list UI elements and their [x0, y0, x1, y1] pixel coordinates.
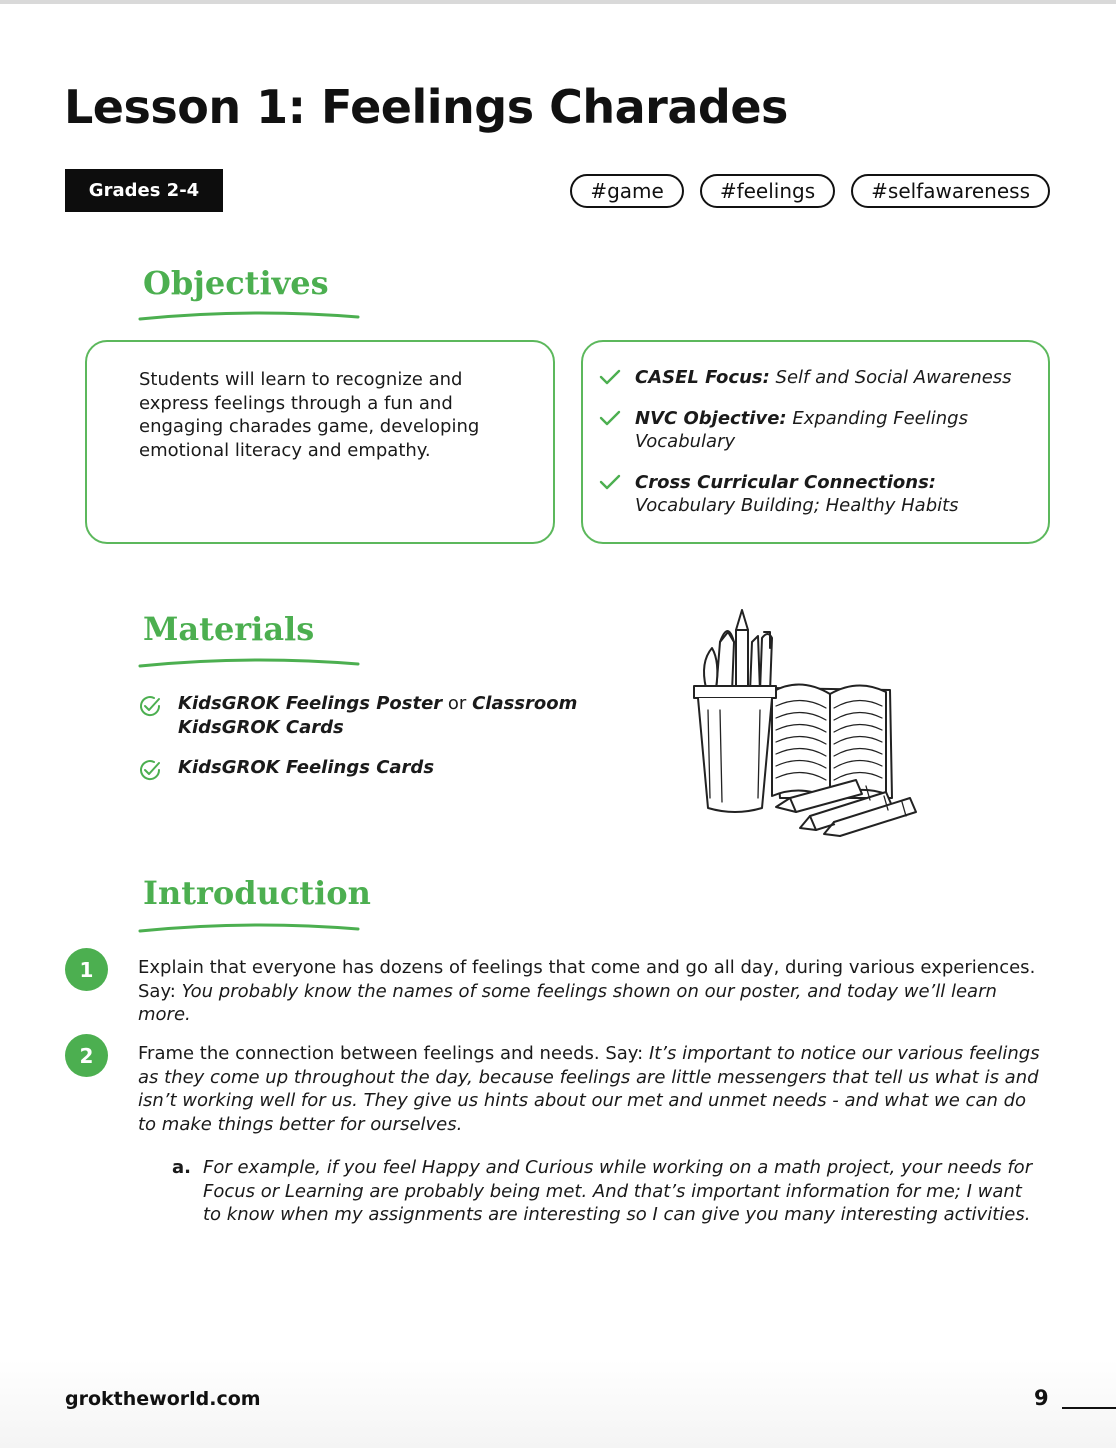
footer-rule — [1062, 1407, 1116, 1409]
focus-item-casel — [599, 366, 1029, 390]
circle-check-icon — [138, 694, 162, 718]
focus-label: NVC Objective: — [635, 407, 787, 429]
checkmark-icon — [599, 409, 621, 427]
objectives-underline — [138, 310, 360, 322]
tag-list — [570, 174, 1050, 208]
materials-item — [138, 756, 578, 780]
objectives-heading: Objectives — [143, 264, 329, 302]
focus-list — [599, 366, 1029, 535]
step-instruction: Explain that everyone has dozens of feelings that come and go all day, during various experiences. Say: — [138, 957, 1036, 1002]
focus-value: Vocabulary Building; Healthy Habits — [635, 495, 959, 516]
introduction-heading: Introduction — [143, 874, 371, 912]
tag-feelings[interactable]: #feelings — [700, 174, 835, 208]
material-or: or — [447, 693, 467, 714]
circle-check-icon — [138, 758, 162, 782]
materials-item — [138, 692, 578, 739]
step-number-badge: 1 — [65, 948, 108, 991]
checkmark-icon — [599, 473, 621, 491]
grade-badge: Grades 2-4 — [65, 169, 223, 212]
step-script: You probably know the names of some feelings shown on our poster, and today we’ll learn more. — [138, 980, 997, 1025]
focus-item-cross-curricular — [599, 471, 1029, 518]
checkmark-icon — [599, 368, 621, 386]
objectives-description: Students will learn to recognize and express feelings through a fun and engaging charades game, developing emotional literacy and empathy. — [139, 369, 480, 461]
step-text — [138, 1042, 1043, 1136]
step-script: It’s important to notice our various feelings as they come up throughout the day, because feelings are little messengers that tell us what is and isn’t working well for us. They give us hints about our met and unmet needs - and what we can do to make things better for ourselves. — [138, 1043, 1040, 1135]
focus-item-nvc — [599, 407, 1029, 454]
tag-selfawareness[interactable]: #selfawareness — [851, 174, 1050, 208]
introduction-underline — [138, 922, 360, 934]
tag-game[interactable]: #game — [570, 174, 684, 208]
step-text — [138, 956, 1043, 1027]
focus-label: Cross Curricular Connections: — [635, 471, 936, 493]
page-title: Lesson 1: Feelings Charades — [64, 80, 788, 134]
sub-step-text: For example, if you feel Happy and Curious while working on a math project, your needs for Focus or Learning are probably being met. And that’s important information for me; I want to know when my assignments are interesting so I can give you many interesting activities. — [203, 1157, 1033, 1225]
top-border — [0, 0, 1116, 4]
focus-value: Expanding Feelings Vocabulary — [635, 407, 968, 452]
materials-underline — [138, 657, 360, 669]
art-supplies-illustration — [680, 602, 930, 838]
objectives-description-box — [85, 340, 555, 544]
sub-step-letter: a. — [172, 1157, 191, 1178]
page-number: 9 — [1034, 1386, 1049, 1410]
materials-list — [138, 692, 578, 797]
focus-value: Self and Social Awareness — [775, 367, 1012, 388]
material-name: Classroom KidsGROK Cards — [178, 693, 578, 738]
materials-heading: Materials — [143, 610, 315, 648]
footer-website: groktheworld.com — [65, 1388, 261, 1410]
step-instruction: Frame the connection between feelings and needs. Say: — [138, 1043, 644, 1064]
objectives-focus-box — [581, 340, 1050, 544]
focus-label: CASEL Focus: — [635, 367, 770, 388]
step-number-badge: 2 — [65, 1034, 108, 1077]
material-name: KidsGROK Feelings Poster — [178, 693, 443, 714]
material-name: KidsGROK Feelings Cards — [178, 757, 435, 778]
